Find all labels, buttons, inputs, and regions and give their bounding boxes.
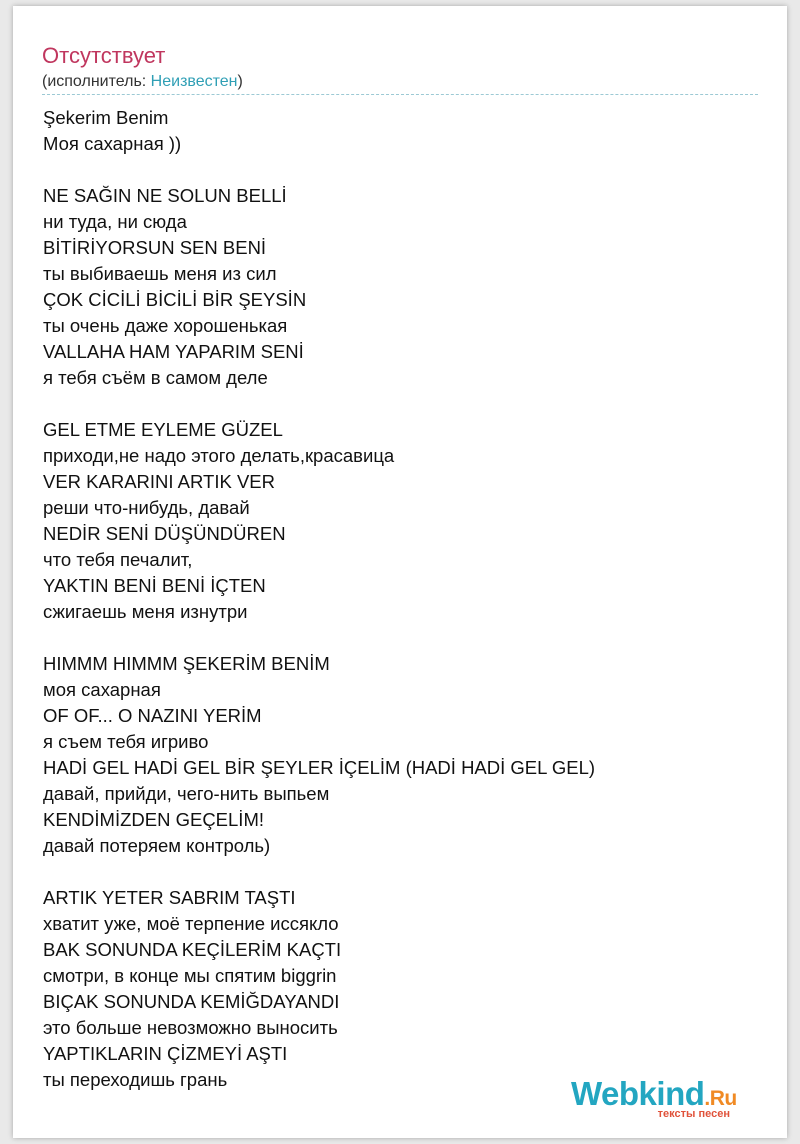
lyric-line: KENDİMİZDEN GEÇELİM! (43, 809, 264, 830)
lyric-line: BAK SONUNDA KEÇİLERİM KAÇTI (43, 939, 342, 960)
lyric-line: моя сахарная (43, 679, 161, 700)
lyric-line: ÇOK CİCİLİ BİCİLİ BİR ŞEYSİN (43, 289, 307, 310)
lyric-line: BIÇAK SONUNDA KEMİĞDAYANDI (43, 991, 340, 1012)
stanza-break (43, 859, 763, 885)
lyrics-body (43, 105, 763, 1093)
lyric-line: VER KARARINI ARTIK VER (43, 471, 275, 492)
lyric-line: GEL ETME EYLEME GÜZEL (43, 419, 283, 440)
lyric-line: хватит уже, моё терпение иссякло (43, 913, 339, 934)
artist-prefix: (исполнитель: (42, 73, 151, 90)
lyric-line: я съем тебя игриво (43, 731, 209, 752)
artist-suffix: ) (237, 73, 243, 90)
lyric-line: смотри, в конце мы спятим biggrin (43, 965, 337, 986)
lyric-line: ты переходишь грань (43, 1069, 228, 1090)
lyric-line: сжигаешь меня изнутри (43, 601, 248, 622)
lyric-line: ты очень даже хорошенькая (43, 315, 288, 336)
lyric-line: ты выбиваешь меня из сил (43, 263, 277, 284)
lyric-line: ни туда, ни сюда (43, 211, 187, 232)
lyric-line: я тебя съём в самом деле (43, 367, 268, 388)
lyric-line: Şekerim Benim (43, 107, 169, 128)
lyric-line: ARTIK YETER SABRIM TAŞTI (43, 887, 296, 908)
song-title: Отсутствует (42, 43, 166, 68)
stanza-break (43, 157, 763, 183)
lyric-line: NE SAĞIN NE SOLUN BELLİ (43, 185, 287, 206)
lyric-line: реши что-нибудь, давай (43, 497, 250, 518)
lyric-line: это больше невозможно выносить (43, 1017, 338, 1038)
lyric-line: OF OF... O NAZINI YERİM (43, 705, 262, 726)
lyric-line: VALLAHA HAM YAPARIM SENİ (43, 341, 304, 362)
lyric-line: давай, прийди, чего-нить выпьем (43, 783, 330, 804)
lyric-line: Моя сахарная )) (43, 133, 182, 154)
stanza-break (43, 625, 763, 651)
artist-line (42, 72, 243, 92)
lyric-line: HADİ GEL HADİ GEL BİR ŞEYLER İÇELİM (HADİ HADİ GEL GEL) (43, 757, 596, 778)
webkind-logo[interactable] (571, 1074, 771, 1122)
lyric-line: давай потеряем контроль) (43, 835, 271, 856)
artist-link[interactable]: Неизвестен (150, 73, 238, 90)
logo-tagline: тексты песен (657, 1108, 730, 1120)
lyrics-sheet (13, 6, 787, 1138)
lyric-line: BİTİRİYORSUN SEN BENİ (43, 237, 267, 258)
logo-tld: .Ru (704, 1087, 737, 1110)
lyric-line: YAPTIKLARIN ÇİZMEYİ AŞTI (43, 1043, 288, 1064)
lyric-line: HIMMM HIMMM ŞEKERİM BENİM (43, 653, 330, 674)
lyric-line: приходи,не надо этого делать,красавица (43, 445, 395, 466)
lyric-line: что тебя печалит, (43, 549, 193, 570)
logo-name: Webkind (571, 1075, 705, 1112)
lyric-line: NEDİR SENİ DÜŞÜNDÜREN (43, 523, 286, 544)
lyric-line: YAKTIN BENİ BENİ İÇTEN (43, 575, 266, 596)
divider (42, 94, 758, 95)
stanza-break (43, 391, 763, 417)
